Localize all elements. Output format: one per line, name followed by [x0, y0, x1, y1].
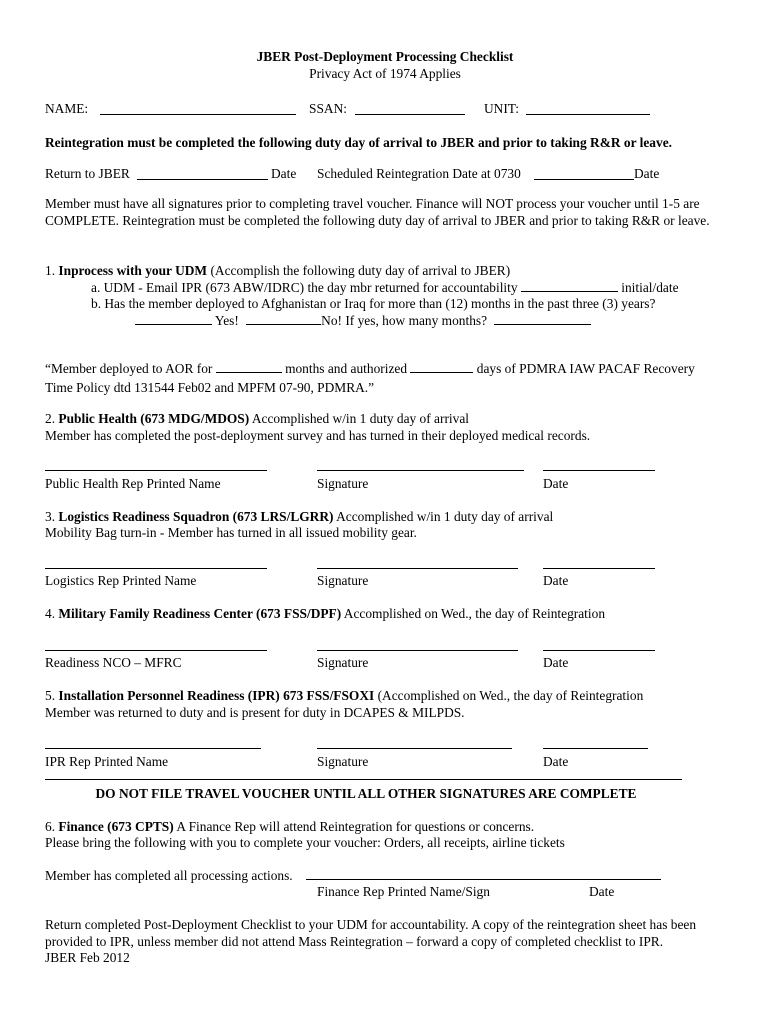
section-3-text: Mobility Bag turn-in - Member has turned in all issued mobility gear.: [45, 525, 417, 540]
signature-caption: Readiness NCO – MFRC: [45, 655, 182, 670]
signature-caption: Signature: [317, 573, 369, 588]
signature-line[interactable]: [543, 748, 648, 749]
name-field[interactable]: [100, 102, 296, 115]
signature-caption: Signature: [317, 655, 369, 670]
signature-line[interactable]: [317, 650, 518, 651]
section-6-heading: 6. Finance (673 CPTS) A Finance Rep will attend Reintegration for questions or concerns.: [45, 819, 535, 834]
udm-initial-field[interactable]: [521, 279, 618, 292]
voucher-warning: DO NOT FILE TRAVEL VOUCHER UNTIL ALL OTHER SIGNATURES ARE COMPLETE: [95, 786, 637, 801]
section-1b-answers: Yes! No! If yes, how many months?: [135, 312, 591, 329]
name-label: NAME:: [45, 101, 89, 116]
scheduled-date-label: Date: [634, 166, 660, 181]
signature-caption: Logistics Rep Printed Name: [45, 573, 197, 588]
signature-caption: Signature: [317, 476, 369, 491]
reintegration-notice: Reintegration must be completed the following duty day of arrival to JBER and prior to taking R&R or leave.: [45, 135, 672, 150]
return-label: Return to JBER: [45, 166, 130, 181]
aor-statement-line2: Time Policy dtd 131544 Feb02 and MPFM 07-90, PDMRA.”: [45, 380, 375, 395]
signature-line[interactable]: [45, 568, 267, 569]
section-3-heading: 3. Logistics Readiness Squadron (673 LRS/LGRR) Accomplished w/in 1 duty day of arrival: [45, 509, 554, 524]
signature-caption: Date: [543, 655, 569, 670]
ssan-field[interactable]: [355, 102, 465, 115]
section-2-text: Member has completed the post-deployment survey and has turned in their deployed medical records.: [45, 428, 591, 443]
signature-line[interactable]: [543, 650, 655, 651]
section-6-text: Please bring the following with you to complete your voucher: Orders, all receipts, airline tickets: [45, 835, 565, 850]
completed-statement: Member has completed all processing actions.: [45, 868, 293, 883]
instructions: Member must have all signatures prior to completing travel voucher. Finance will NOT process your voucher until 1-5 are COMPLETE. Reintegration must be completed the following duty day of arrival to JBER and prior to taking R&R or leave.: [45, 196, 710, 228]
signature-caption: Date: [543, 573, 569, 588]
signature-line[interactable]: [543, 568, 655, 569]
section-4-heading: 4. Military Family Readiness Center (673 FSS/DPF) Accomplished on Wed., the day of Reintegration: [45, 606, 606, 621]
signature-caption: Date: [543, 476, 569, 491]
return-date-label: Date: [271, 166, 297, 181]
scheduled-date-field[interactable]: [534, 167, 634, 180]
signature-line[interactable]: [543, 470, 655, 471]
section-5-heading: 5. Installation Personnel Readiness (IPR) 673 FSS/FSOXI (Accomplished on Wed., the day of Reintegration: [45, 688, 644, 703]
aor-days-field[interactable]: [410, 360, 473, 373]
months-field[interactable]: [494, 312, 591, 325]
signature-caption: Finance Rep Printed Name/Sign: [317, 884, 490, 899]
no-field[interactable]: [246, 312, 321, 325]
yes-field[interactable]: [135, 312, 212, 325]
unit-field[interactable]: [526, 102, 650, 115]
aor-months-field[interactable]: [216, 360, 282, 373]
section-1a: a. UDM - Email IPR (673 ABW/IDRC) the day mbr returned for accountability initial/date: [91, 280, 679, 295]
divider: [45, 779, 682, 780]
signature-caption: Public Health Rep Printed Name: [45, 476, 221, 491]
return-date-field[interactable]: [137, 167, 268, 180]
privacy-notice: Privacy Act of 1974 Applies: [309, 66, 461, 81]
signature-line[interactable]: [317, 470, 524, 471]
signature-line[interactable]: [45, 748, 261, 749]
page-title: JBER Post-Deployment Processing Checklist: [256, 49, 514, 64]
signature-line[interactable]: [317, 748, 512, 749]
section-1b: b. Has the member deployed to Afghanistan or Iraq for more than (12) months in the past three (3) years?: [91, 296, 656, 311]
signature-caption: Signature: [317, 754, 369, 769]
signature-line[interactable]: [317, 568, 518, 569]
scheduled-label: Scheduled Reintegration Date at 0730: [317, 166, 521, 181]
section-2-heading: 2. Public Health (673 MDG/MDOS) Accomplished w/in 1 duty day of arrival: [45, 411, 470, 426]
ssan-label: SSAN:: [309, 101, 347, 116]
section-5-text: Member was returned to duty and is present for duty in DCAPES & MILPDS.: [45, 705, 465, 720]
aor-statement: “Member deployed to AOR for months and authorized days of PDMRA IAW PACAF Recovery: [45, 361, 695, 376]
footer-instructions: Return completed Post-Deployment Checklist to your UDM for accountability. A copy of the reintegration sheet has been provided to IPR, unless member did not attend Mass Reintegration – forward a copy of completed checklist to IPR.: [45, 917, 697, 949]
signature-caption: IPR Rep Printed Name: [45, 754, 169, 769]
signature-caption: Date: [543, 754, 569, 769]
signature-caption: Date: [589, 884, 615, 899]
finance-signature-line[interactable]: [306, 879, 661, 880]
unit-label: UNIT:: [484, 101, 520, 116]
section-1-heading: 1. Inprocess with your UDM (Accomplish the following duty day of arrival to JBER): [45, 263, 511, 278]
signature-line[interactable]: [45, 470, 267, 471]
form-id: JBER Feb 2012: [45, 950, 130, 965]
signature-line[interactable]: [45, 650, 267, 651]
